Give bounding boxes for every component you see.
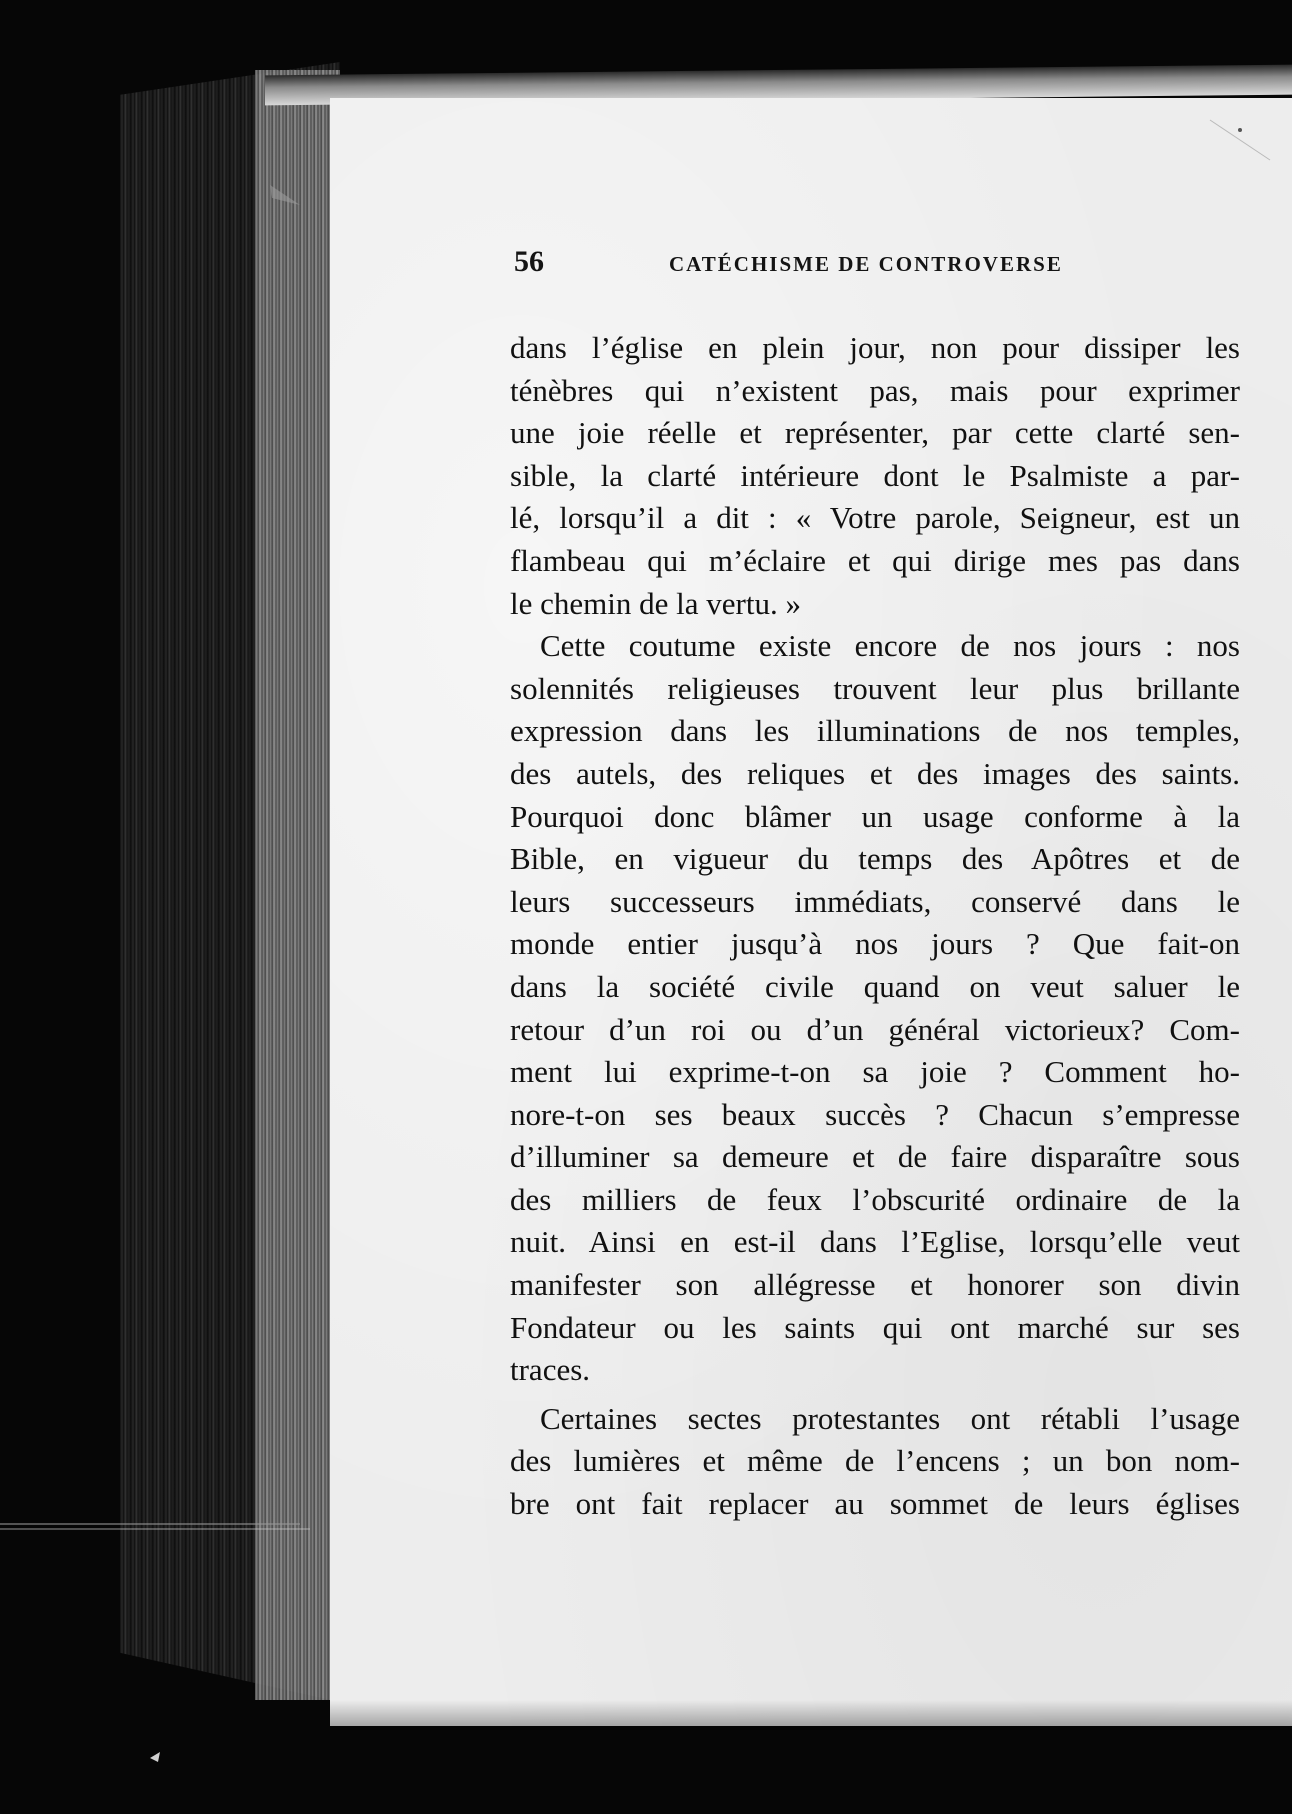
page-edges-highlight — [255, 70, 340, 1700]
text-line: ment lui exprime-t-on sa joie ? Comment ho- — [510, 1054, 1240, 1090]
text-line: des lumières et même de l’encens ; un bon nom- — [510, 1443, 1240, 1479]
text-line: des milliers de feux l’obscurité ordinaire de la — [510, 1181, 1240, 1217]
text-line: traces. — [510, 1352, 591, 1388]
running-title: CATÉCHISME DE CONTROVERSE — [669, 252, 1063, 276]
page-bottom-shadow — [330, 1700, 1292, 1730]
text-line: Pourquoi donc blâmer un usage conforme à la — [510, 798, 1240, 834]
text-line: expression dans les illuminations de nos temples, — [510, 713, 1240, 749]
text-line: Certaines sectes protestantes ont rétabli l’usage — [540, 1400, 1240, 1436]
text-line: dans la société civile quand on veut saluer le — [510, 968, 1240, 1004]
page-number: 56 — [514, 245, 544, 278]
text-line: monde entier jusqu’à nos jours ? Que fait-on — [510, 926, 1240, 962]
running-head — [514, 244, 1124, 284]
text-line: nore-t-on ses beaux succès ? Chacun s’empresse — [510, 1096, 1240, 1132]
text-line: nuit. Ainsi en est-il dans l’Eglise, lorsqu’elle veut — [510, 1224, 1240, 1260]
text-line: manifester son allégresse et honorer son divin — [510, 1267, 1240, 1303]
text-line: Fondateur ou les saints qui ont marché sur ses — [510, 1309, 1240, 1345]
text-line: bre ont fait replacer au sommet de leurs églises — [510, 1486, 1240, 1522]
text-line: lé, lorsqu’il a dit : « Votre parole, Seigneur, est un — [510, 500, 1240, 536]
text-line: une joie réelle et représenter, par cette clarté sen- — [510, 415, 1240, 451]
text-line: retour d’un roi ou d’un général victorieux? Com- — [510, 1011, 1240, 1047]
text-line: Bible, en vigueur du temps des Apôtres et de — [510, 841, 1240, 877]
body-text — [510, 327, 1240, 1526]
text-line: Cette coutume existe encore de nos jours : nos — [540, 628, 1240, 664]
text-line: flambeau qui m’éclaire et qui dirige mes pas dans — [510, 542, 1240, 578]
text-line: leurs successeurs immédiats, conservé dans le — [510, 883, 1240, 919]
text-line: sible, la clarté intérieure dont le Psalmiste a par- — [510, 457, 1240, 493]
text-line: des autels, des reliques et des images des saints. — [510, 755, 1240, 791]
text-line: ténèbres qui n’existent pas, mais pour exprimer — [510, 372, 1240, 408]
text-line: solennités religieuses trouvent leur plus brillante — [510, 670, 1240, 706]
text-line: d’illuminer sa demeure et de faire disparaître sous — [510, 1139, 1240, 1175]
text-line: le chemin de la vertu. » — [510, 585, 801, 621]
text-line: dans l’église en plein jour, non pour dissiper les — [510, 330, 1240, 365]
